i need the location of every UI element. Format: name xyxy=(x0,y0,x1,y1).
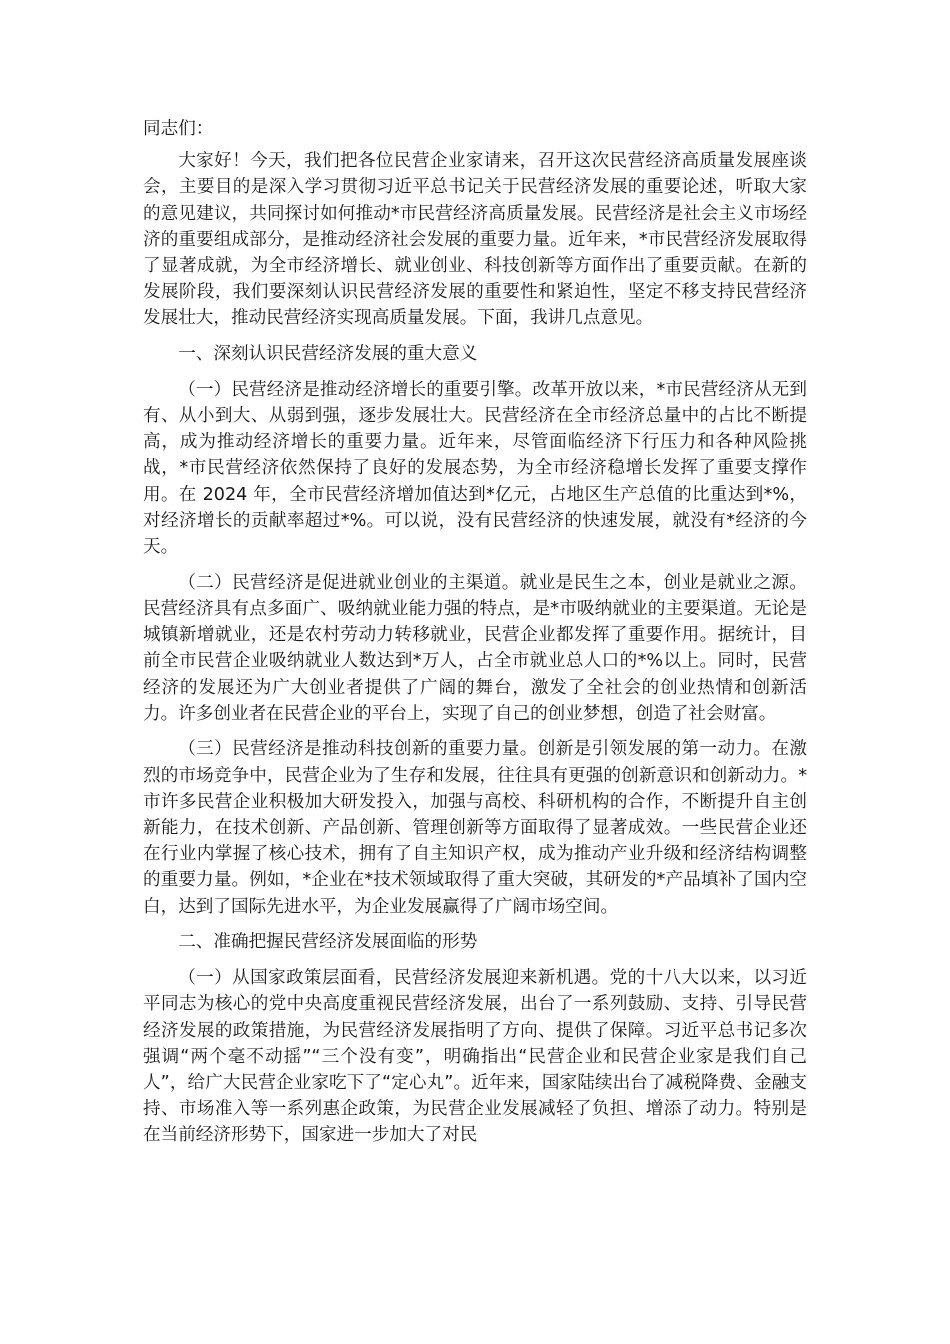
intro-paragraph: 大家好！今天，我们把各位民营企业家请来，召开这次民营经济高质量发展座谈会，主要目的是深入学习贯彻习近平总书记关于民营经济发展的重要论述，听取大家的意见建议，共同探讨如何推动*市民营经济高质量发展。民营经济是社会主义市场经济的重要组成部分，是推动经济社会发展的重要力量。近年来，*市民营经济发展取得了显著成就，为全市经济增长、就业创业、科技创新等方面作出了重要贡献。在新的发展阶段，我们要深刻认识民营经济发展的重要性和紧迫性，坚定不移支持民营经济发展壮大，推动民营经济实现高质量发展。下面，我讲几点意见。 xyxy=(143,151,807,329)
section-2-heading: 二、准确把握民营经济发展面临的形势 xyxy=(178,932,478,953)
section-2-paragraph-1: （一）从国家政策层面看，民营经济发展迎来新机遇。党的十八大以来，以习近平同志为核心的党中央高度重视民营经济发展，出台了一系列鼓励、支持、引导民营经济发展的政策措施，为民营经济发展指明了方向、提供了保障。习近平总书记多次强调“两个毫不动摇”“三个没有变”，明确指出“民营企业和民营企业家是我们自己人”，给广大民营企业家吃下了“定心丸”。近年来，国家陆续出台了减税降费、金融支持、市场准入等一系列惠企政策，为民营企业发展减轻了负担、增添了动力。特别是在当前经济形势下，国家进一步加大了对民 xyxy=(143,968,807,1146)
section-1-heading: 一、深刻认识民营经济发展的重大意义 xyxy=(178,344,478,365)
section-1-paragraph-2: （二）民营经济是促进就业创业的主渠道。就业是民生之本，创业是就业之源。民营经济具有点多面广、吸纳就业能力强的特点，是*市吸纳就业的主要渠道。无论是城镇新增就业，还是农村劳动力转移就业，民营企业都发挥了重要作用。据统计，目前全市民营企业吸纳就业人数达到*万人，占全市就业总人口的*%以上。同时，民营经济的发展还为广大创业者提供了广阔的舞台，激发了全社会的创业热情和创新活力。许多创业者在民营企业的平台上，实现了自己的创业梦想，创造了社会财富。 xyxy=(143,572,807,724)
section-1-paragraph-3: （三）民营经济是推动科技创新的重要力量。创新是引领发展的第一动力。在激烈的市场竞争中，民营企业为了生存和发展，往往具有更强的创新意识和创新动力。*市许多民营企业积极加大研发投入，加强与高校、科研机构的合作，不断提升自主创新能力，在技术创新、产品创新、管理创新等方面取得了显著成效。一些民营企业还在行业内掌握了核心技术，拥有了自主知识产权，成为推动产业升级和经济结构调整的重要力量。例如，*企业在*技术领域取得了重大突破，其研发的*产品填补了国内空白，达到了国际先进水平，为企业发展赢得了广阔市场空间。 xyxy=(143,739,807,917)
document-page xyxy=(143,116,807,1158)
salutation: 同志们： xyxy=(143,119,214,139)
section-1-paragraph-1: （一）民营经济是推动经济增长的重要引擎。改革开放以来，*市民营经济从无到有、从小到大、从弱到强，逐步发展壮大。民营经济在全市经济总量中的占比不断提高，成为推动经济增长的重要力量。近年来，尽管面临经济下行压力和各种风险挑战，*市民营经济依然保持了良好的发展态势，为全市经济稳增长发挥了重要支撑作用。在 2024 年，全市民营经济增加值达到*亿元，占地区生产总值的比重达到*%，对经济增长的贡献率超过*%。可以说，没有民营经济的快速发展，就没有*经济的今天。 xyxy=(143,379,807,558)
